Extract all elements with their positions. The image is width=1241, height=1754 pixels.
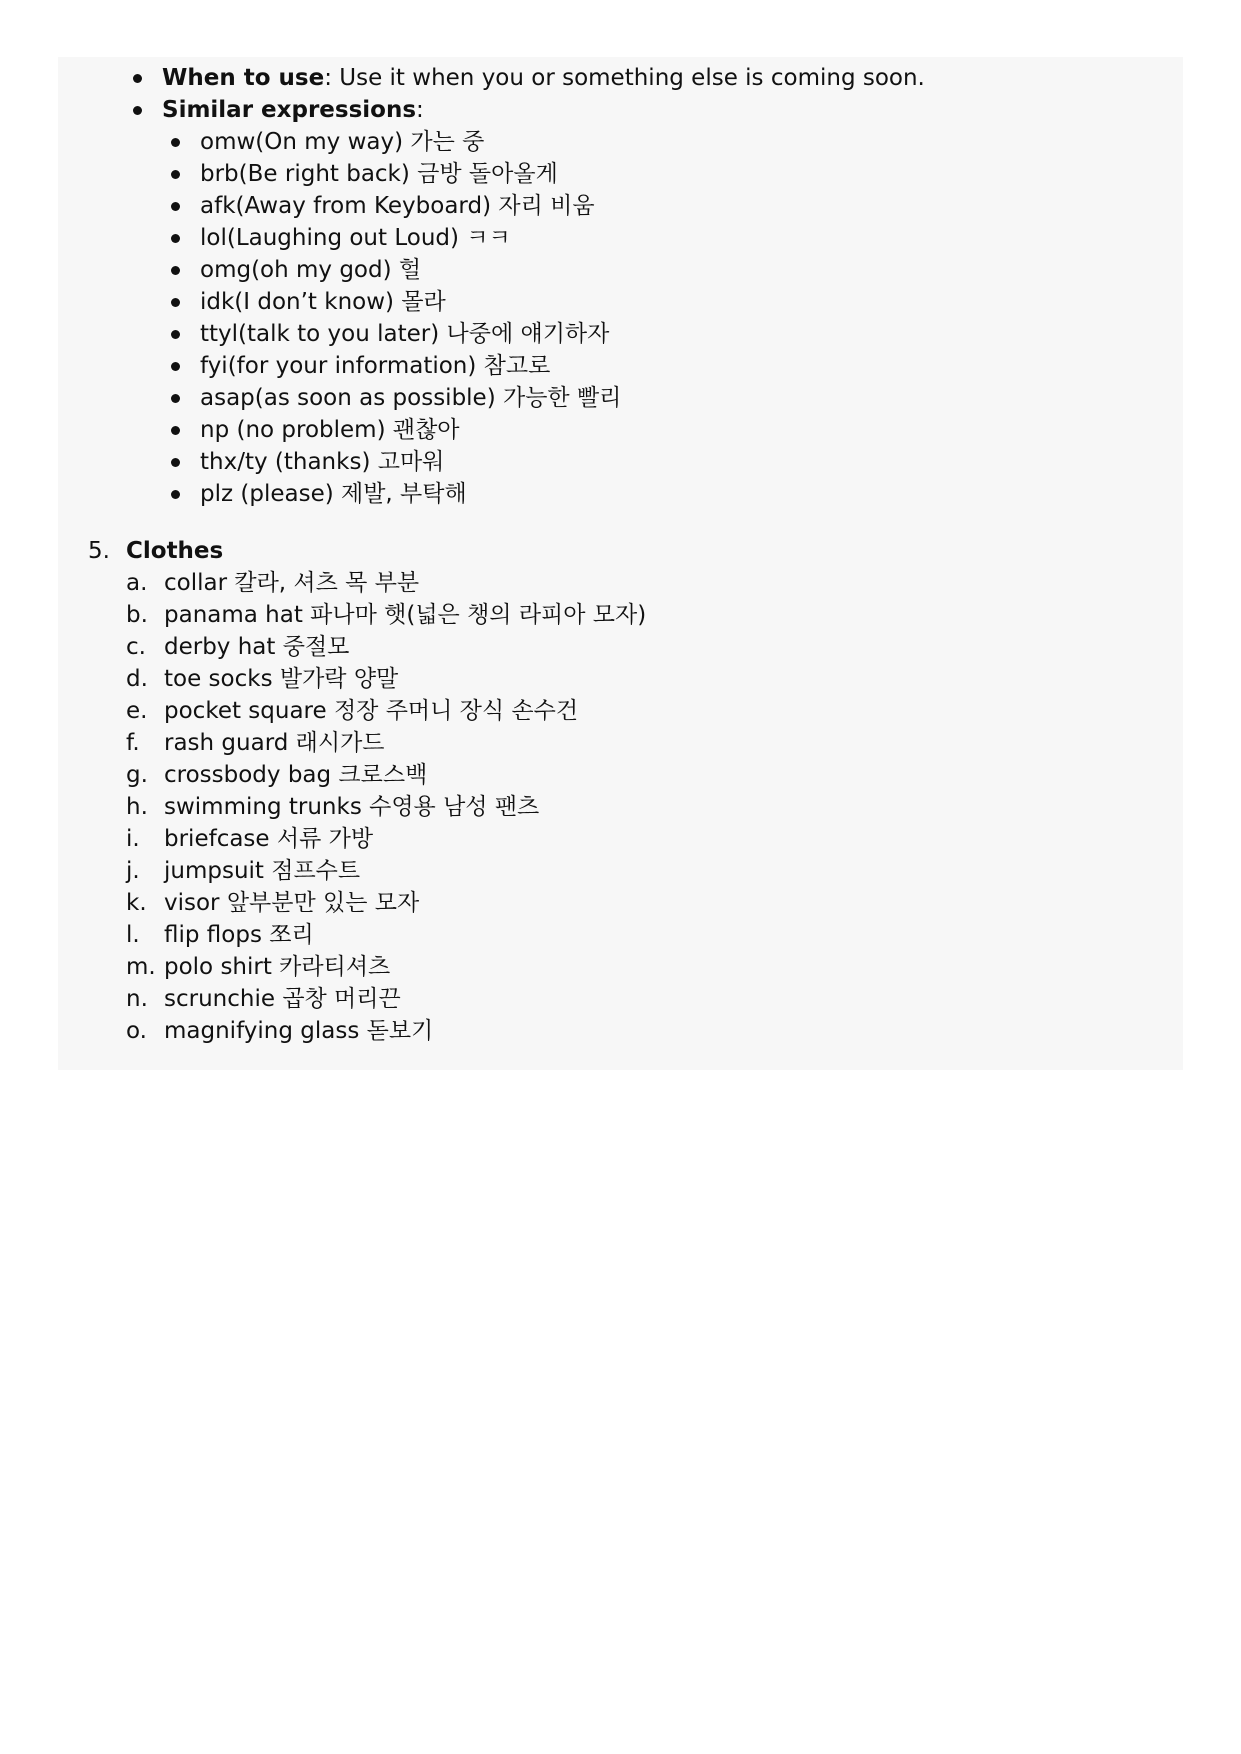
bullet-body: : [416,97,424,123]
bullet-dot [171,394,180,403]
list-marker: k. [126,890,147,916]
bullet-dot [171,138,180,147]
expression-item [58,382,1183,414]
clothes-item [58,631,1183,663]
expression-text: np (no problem) 괜찮아 [200,417,460,443]
clothes-item [58,695,1183,727]
list-marker: o. [126,1018,147,1044]
bullet-similar-expressions [58,94,1183,126]
list-marker: a. [126,570,148,596]
list-marker: b. [126,602,148,628]
expression-item [58,414,1183,446]
bullet-dot [171,490,180,499]
bullet-dot [171,330,180,339]
expression-text: idk(I don’t know) 몰라 [200,289,446,315]
expression-item [58,158,1183,190]
bullet-when-to-use [58,62,1183,94]
bullet-dot [171,234,180,243]
clothes-text: swimming trunks 수영용 남성 팬츠 [164,794,540,820]
clothes-item [58,823,1183,855]
bullet-heading: Similar expressions [162,97,417,123]
clothes-item [58,727,1183,759]
clothes-item [58,951,1183,983]
bullet-dot [171,426,180,435]
clothes-item [58,791,1183,823]
clothes-text: briefcase 서류 가방 [164,826,374,852]
clothes-item [58,983,1183,1015]
clothes-text: derby hat 중절모 [164,634,350,660]
clothes-text: toe socks 발가락 양말 [164,666,399,692]
expression-item [58,190,1183,222]
expression-item [58,446,1183,478]
clothes-text: visor 앞부분만 있는 모자 [164,890,420,916]
expression-item [58,318,1183,350]
clothes-text: flip flops 쪼리 [164,922,314,948]
bullet-body: : Use it when you or something else is coming soon. [324,65,925,91]
clothes-item [58,887,1183,919]
bullet-dot [171,458,180,467]
list-marker: c. [126,634,146,660]
expression-text: ttyl(talk to you later) 나중에 얘기하자 [200,321,610,347]
clothes-item [58,567,1183,599]
expression-text: afk(Away from Keyboard) 자리 비움 [200,193,595,219]
bullet-dot [133,74,142,83]
expression-text: brb(Be right back) 금방 돌아올게 [200,161,558,187]
list-marker: f. [126,730,140,756]
list-marker: l. [126,922,140,948]
clothes-item [58,759,1183,791]
expression-item [58,478,1183,510]
expression-item [58,126,1183,158]
expression-text: asap(as soon as possible) 가능한 빨리 [200,385,622,411]
expression-text: plz (please) 제발, 부탁해 [200,481,467,507]
bullet-dot [171,266,180,275]
clothes-text: polo shirt 카라티셔츠 [164,954,391,980]
list-marker: n. [126,986,148,1012]
expression-item [58,350,1183,382]
bullet-dot [171,202,180,211]
clothes-item [58,1015,1183,1047]
expression-item [58,254,1183,286]
expression-item [58,286,1183,318]
bullet-heading: When to use [162,65,325,91]
bullet-dot [171,362,180,371]
section-number: 5. [88,538,110,564]
clothes-text: rash guard 래시가드 [164,730,385,756]
list-marker: j. [126,858,140,884]
expression-item [58,222,1183,254]
clothes-item [58,855,1183,887]
bullet-text [162,62,925,94]
list-marker: i. [126,826,140,852]
expression-text: omg(oh my god) 헐 [200,257,422,283]
clothes-item [58,663,1183,695]
clothes-text: jumpsuit 점프수트 [164,858,361,884]
section-title: Clothes [126,538,224,564]
bullet-dot [171,170,180,179]
expression-text: lol(Laughing out Loud) ㅋㅋ [200,225,511,251]
bullet-dot [133,106,142,115]
list-marker: g. [126,762,148,788]
clothes-text: pocket square 정장 주머니 장식 손수건 [164,698,579,724]
clothes-text: collar 칼라, 셔츠 목 부분 [164,570,420,596]
list-marker: d. [126,666,148,692]
document-page [58,57,1183,1070]
list-marker: m. [126,954,156,980]
clothes-text: panama hat 파나마 햇(넓은 챙의 라피아 모자) [164,602,647,628]
expression-text: thx/ty (thanks) 고마워 [200,449,445,475]
expression-text: omw(On my way) 가는 중 [200,129,485,155]
bullet-dot [171,298,180,307]
list-marker: h. [126,794,148,820]
clothes-text: scrunchie 곱창 머리끈 [164,986,401,1012]
bullet-text [162,94,424,126]
clothes-item [58,599,1183,631]
clothes-text: magnifying glass 돋보기 [164,1018,434,1044]
clothes-item [58,919,1183,951]
clothes-text: crossbody bag 크로스백 [164,762,428,788]
list-marker: e. [126,698,148,724]
expression-text: fyi(for your information) 참고로 [200,353,551,379]
